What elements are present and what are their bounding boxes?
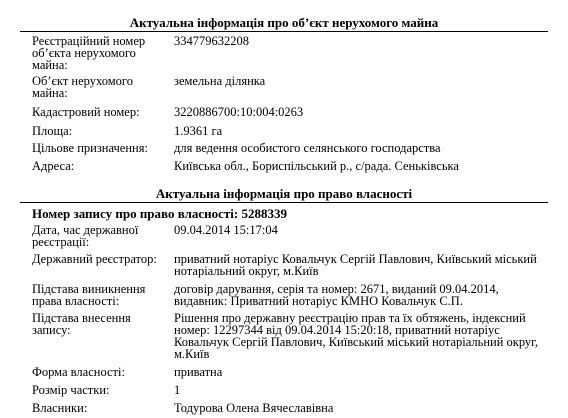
- row-label: Підстава виникнення права власності:: [32, 282, 146, 308]
- row-label: Підстава внесення запису:: [32, 311, 131, 337]
- row-value: земельна ділянка: [174, 74, 266, 88]
- row-value: 09.04.2014 15:17:04: [174, 223, 278, 237]
- row-value: 334779632208: [174, 34, 249, 48]
- object-section-divider: [20, 31, 548, 32]
- row-label: Адреса:: [32, 159, 75, 173]
- row-value: 3220886700:10:004:0263: [174, 105, 304, 119]
- row-value: приватний нотаріус Ковальчук Сергій Павлович, Київський міський нотаріальний округ, м.Київ: [174, 252, 537, 278]
- row-label: Дата, час державної реєстрації:: [32, 223, 139, 249]
- row-value: 1.9361 га: [174, 124, 223, 138]
- row-value: Тодурова Олена Вячеславівна: [174, 401, 334, 415]
- row-label: Цільове призначення:: [32, 141, 148, 155]
- row-label: Кадастровий номер:: [32, 105, 140, 119]
- row-label: Площа:: [32, 124, 73, 138]
- row-value: договір дарування, серія та номер: 2671, виданий 09.04.2014, видавник: Приватний нотаріус КМНО Ковальчук С.П.: [174, 282, 499, 308]
- row-label: Державний реєстратор:: [32, 252, 157, 266]
- row-label: Об’єкт нерухомого майна:: [32, 74, 133, 100]
- row-value: 1: [174, 383, 181, 397]
- object-section-title: Актуальна інформація про об’єкт нерухомого майна: [129, 15, 439, 30]
- row-value: для ведення особистого селянського господарства: [174, 141, 441, 155]
- ownership-section-divider: [20, 202, 548, 203]
- row-label: Розмір частки:: [32, 383, 110, 397]
- ownership-record-title: Номер запису про право власності: 5288339: [32, 206, 287, 221]
- row-label: Власники:: [32, 401, 88, 415]
- row-label: Форма власності:: [32, 365, 125, 379]
- ownership-section-title: Актуальна інформація про право власності: [155, 186, 413, 201]
- row-label: Реєстраційний номер об’єкта нерухомого майна:: [32, 34, 146, 72]
- row-value: Київська обл., Бориспільський р., с/рада. Сеньківська: [174, 159, 459, 173]
- row-value: приватна: [174, 365, 223, 379]
- row-value: Рішення про державну реєстрацію прав та їх обтяжень, індексний номер: 12297344 від 09.04.2014 15:20:18, приватний нотаріус Ковальчук Сергій Павлович, Київський міський нотаріальний округ, м.Київ: [174, 311, 539, 361]
